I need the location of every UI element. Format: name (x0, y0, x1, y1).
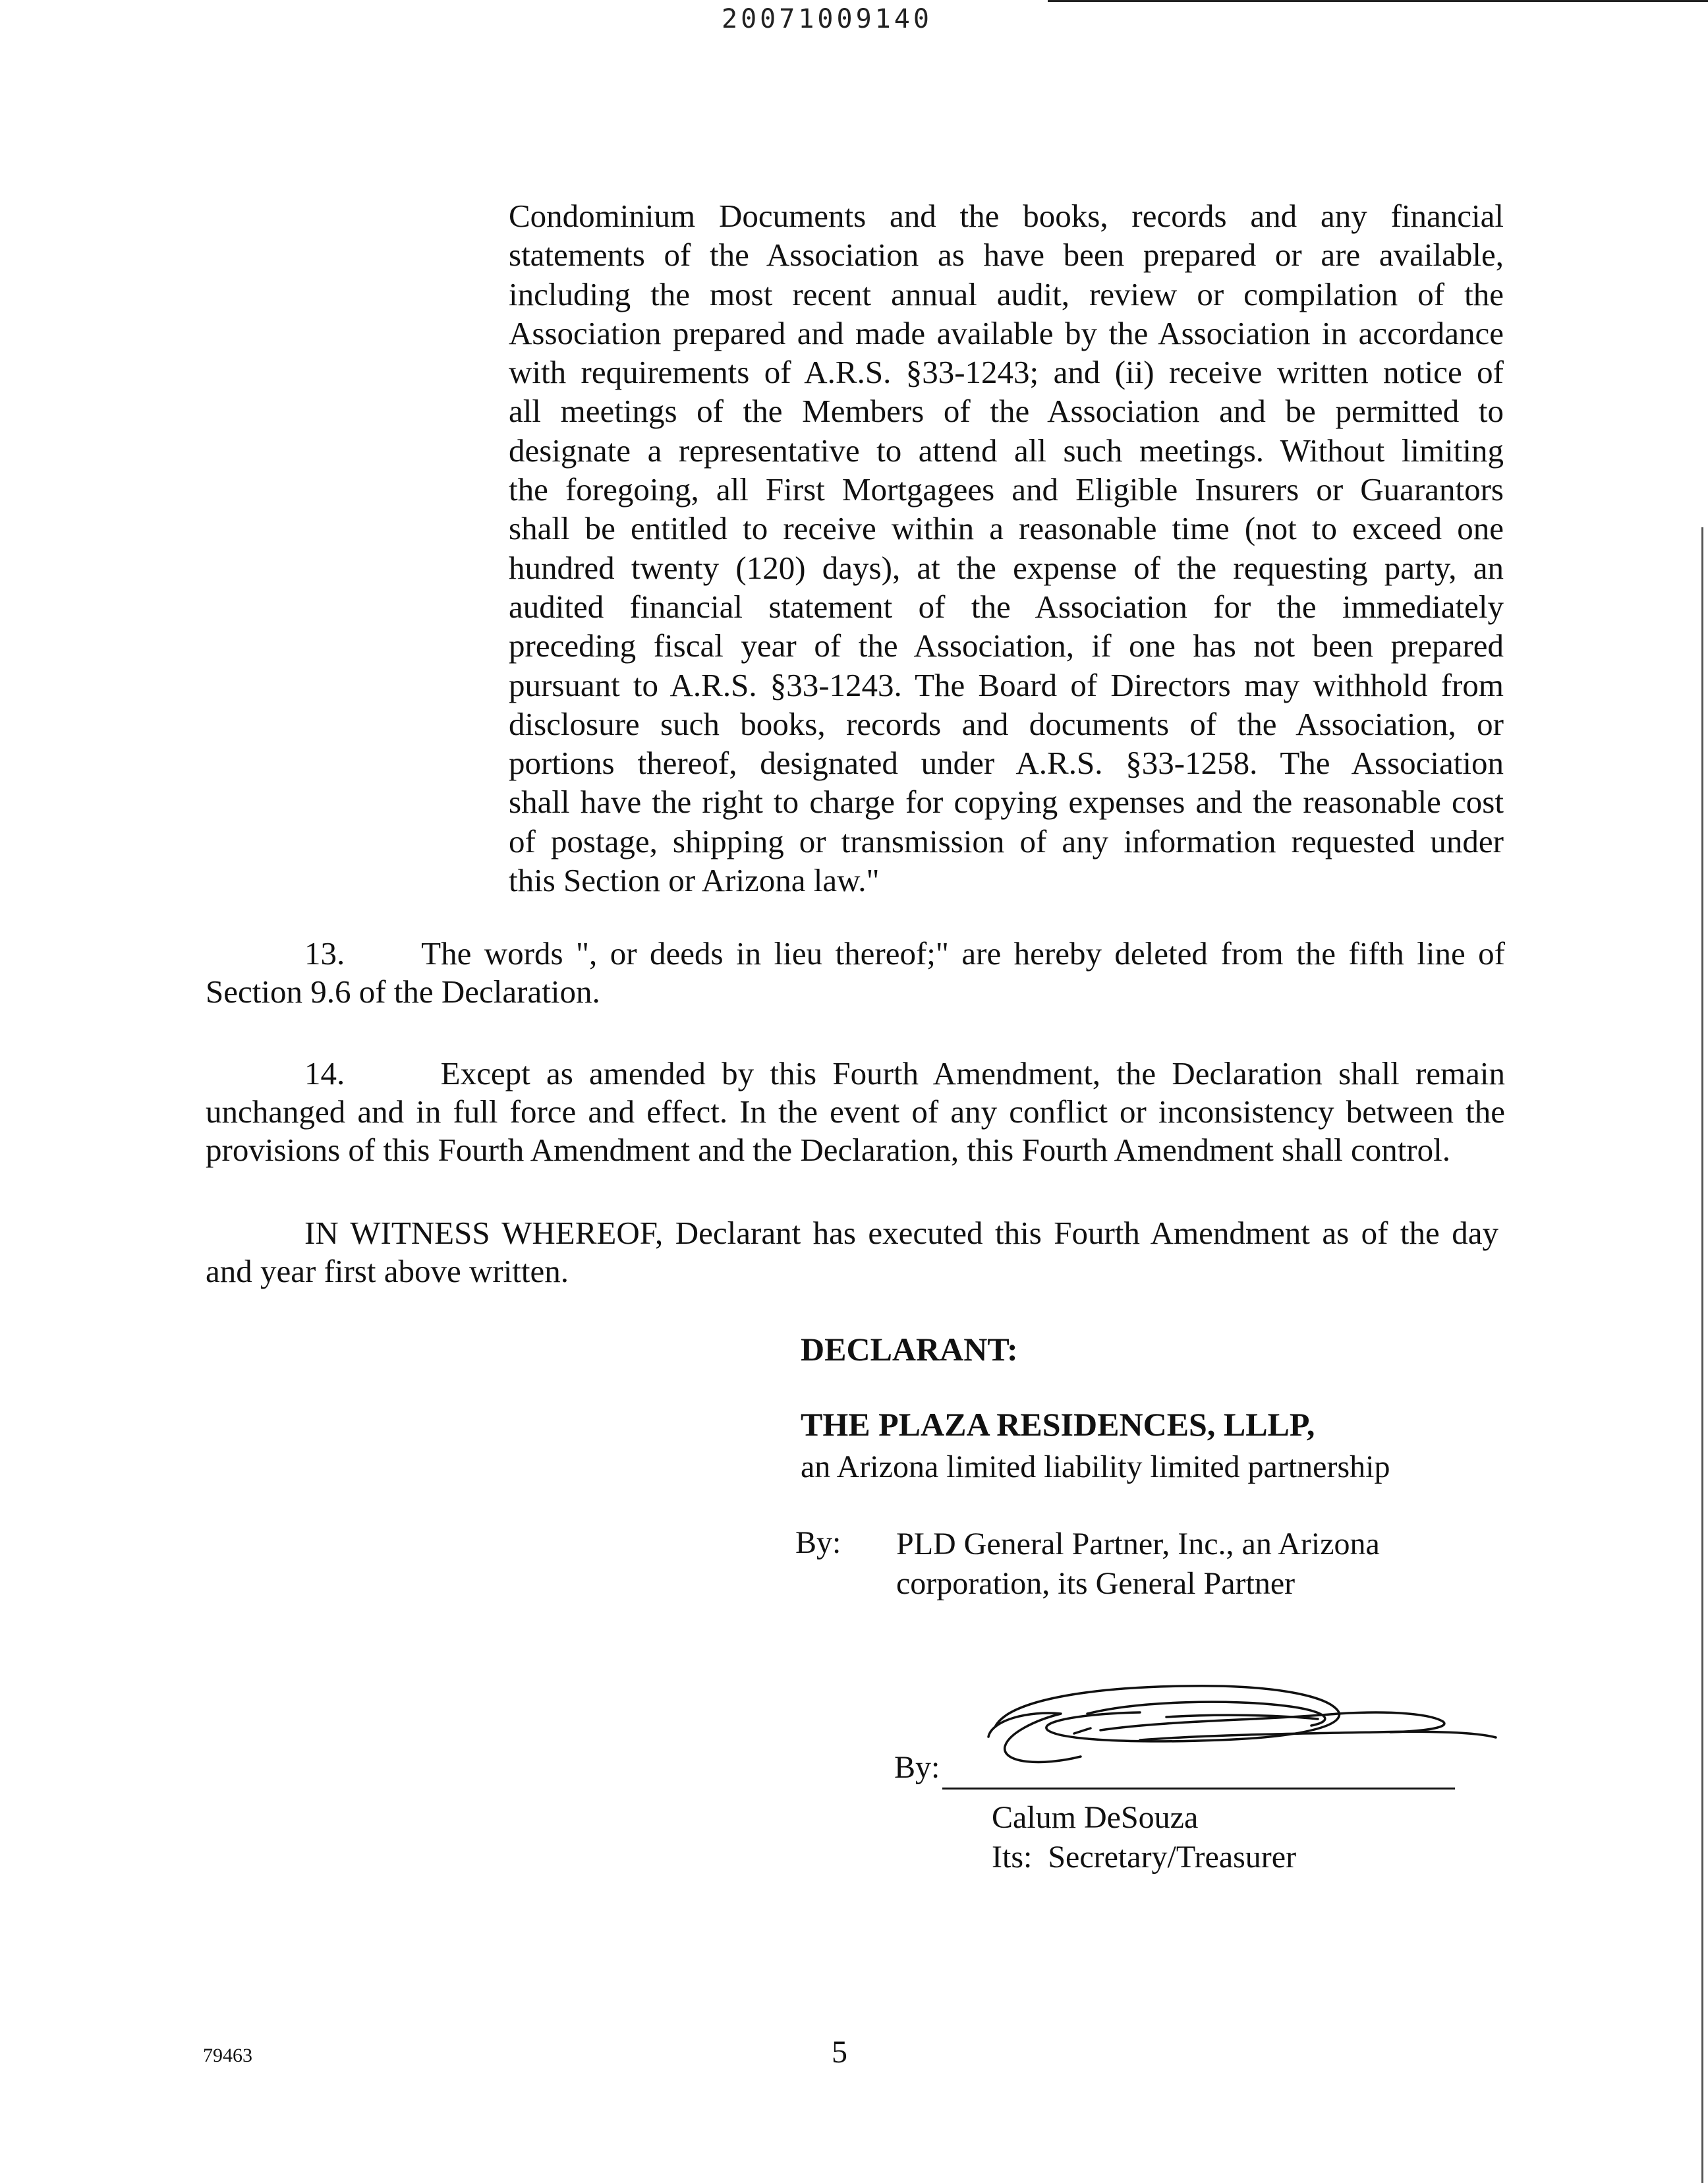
text-line: and year first above written. (206, 1253, 569, 1289)
witness-paragraph (206, 1214, 1498, 1291)
text-line: Condominium Documents and the books, records and any financial (509, 198, 1504, 234)
signature-stroke (988, 1713, 1081, 1762)
text-line: shall have the right to charge for copying expenses and the reasonable cost (509, 784, 1504, 821)
signature-line (942, 1788, 1455, 1790)
handwritten-signature (969, 1674, 1509, 1773)
signer-name: Calum DeSouza (992, 1800, 1199, 1835)
declarant-heading: DECLARANT: (801, 1331, 1018, 1368)
text-line: with requirements of A.R.S. §33-1243; and (ii) receive written notice of (509, 354, 1504, 391)
signer-info (992, 1798, 1296, 1877)
text-line: the foregoing, all First Mortgagees and Eligible Insurers or Guarantors (509, 471, 1504, 508)
text-line: all meetings of the Members of the Association and be permitted to (509, 393, 1504, 430)
text-line: disclosure such books, records and documents of the Association, or (509, 705, 1504, 742)
signature-stroke (1074, 1728, 1091, 1733)
text-line: unchanged and in full force and effect. In the event of any conflict or inconsistency between the (206, 1093, 1505, 1130)
text-line: PLD General Partner, Inc., an Arizona (896, 1527, 1380, 1561)
text-line: portions thereof, designated under A.R.S. §33-1258. The Association (509, 745, 1504, 782)
text-line: Association prepared and made available by the Association in accordance (509, 314, 1504, 351)
general-partner-text (896, 1525, 1380, 1604)
text-line: statements of the Association as have been prepared or are available, (509, 237, 1504, 274)
text-line: Section 9.6 of the Declaration. (206, 974, 600, 1010)
paragraph-13 (206, 935, 1505, 1011)
paragraph-14 (206, 1055, 1505, 1169)
recording-number: 20071009140 (722, 4, 932, 34)
text-line: audited financial statement of the Association for the immediately (509, 588, 1504, 625)
entity-description: an Arizona limited liability limited partnership (801, 1449, 1390, 1484)
scan-border-top (1048, 0, 1708, 2)
entity-name: THE PLAZA RESIDENCES, LLLP, (801, 1406, 1315, 1443)
text-line: provisions of this Fourth Amendment and the Declaration, this Fourth Amendment shall control. (206, 1132, 1450, 1168)
document-id: 79463 (203, 2045, 252, 2066)
text-line: this Section or Arizona law." (509, 862, 880, 899)
text-line: shall be entitled to receive within a reasonable time (not to exceed one (509, 510, 1504, 547)
text-line: including the most recent annual audit, review or compilation of the (509, 276, 1504, 312)
page-number: 5 (832, 2035, 847, 2070)
text-line: of postage, shipping or transmission of any information requested under (509, 823, 1504, 859)
text-line: designate a representative to attend all such meetings. Without limiting (509, 432, 1504, 469)
text-line: IN WITNESS WHEREOF, Declarant has executed this Fourth Amendment as of the day (304, 1215, 1498, 1251)
text-line: 14. Except as amended by this Fourth Amendment, the Declaration shall remain (304, 1055, 1505, 1092)
text-line: preceding fiscal year of the Association, if one has not been prepared (509, 627, 1504, 664)
scan-border-right (1701, 527, 1703, 2183)
text-line: hundred twenty (120) days), at the expense of the requesting party, an (509, 549, 1504, 586)
signer-title: Its: Secretary/Treasurer (992, 1840, 1297, 1875)
text-line: 13. The words ", or deeds in lieu thereof;" are hereby deleted from the fifth line of (304, 935, 1505, 972)
signature-stroke (1140, 1732, 1496, 1740)
quoted-section-paragraph (509, 196, 1504, 900)
text-line: pursuant to A.R.S. §33-1243. The Board of Directors may withhold from (509, 666, 1504, 703)
text-line: corporation, its General Partner (896, 1566, 1295, 1601)
signature-by-label: By: (894, 1750, 940, 1785)
by-label: By: (795, 1525, 841, 1560)
